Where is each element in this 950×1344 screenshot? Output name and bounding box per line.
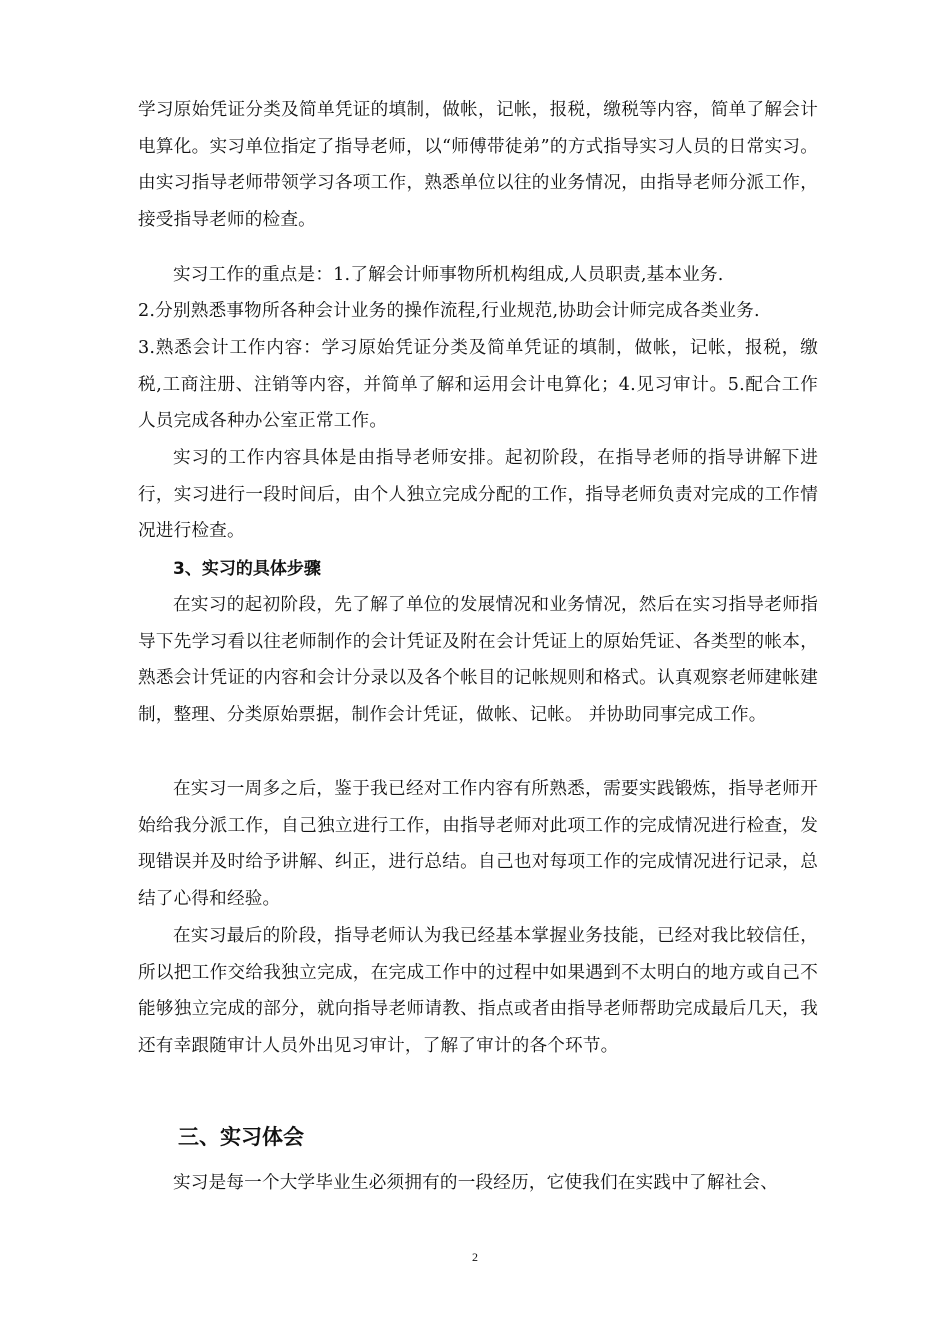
paragraph-focus-item-2: 2.分别熟悉事物所各种会计业务的操作流程,行业规范,协助会计师完成各类业务. [138, 301, 760, 321]
paragraph-middle-stage: 在实习一周多之后，鉴于我已经对工作内容有所熟悉，需要实践锻炼，指导老师开始给我分派工作，自己独立进行工作，由指导老师对此项工作的完成情况进行检查，发现错误并及时给予讲解、纠正，进行总结。自己也对每项工作的完成情况进行记录，总结了心得和经验。 [138, 779, 818, 909]
page-number: 2 [472, 1250, 478, 1264]
section-heading-experience: 三、实习体会 [178, 1124, 304, 1149]
subheading-specific-steps: 3、实习的具体步骤 [173, 559, 321, 579]
paragraph-experience-intro: 实习是每一个大学毕业生必须拥有的一段经历，它使我们在实践中了解社会、 [173, 1173, 778, 1193]
paragraph-practice-content: 学习原始凭证分类及简单凭证的填制，做帐，记帐，报税，缴税等内容，简单了解会计电算化。实习单位指定了指导老师，以“师傅带徒弟”的方式指导实习人员的日常实习。由实习指导老师带领学习各项工作，熟悉单位以往的业务情况，由指导老师分派工作，接受指导老师的检查。 [138, 100, 818, 230]
paragraph-initial-stage: 在实习的起初阶段，先了解了单位的发展情况和业务情况，然后在实习指导老师指导下先学习看以往老师制作的会计凭证及附在会计凭证上的原始凭证、各类型的帐本，熟悉会计凭证的内容和会计分录以及各个帐目的记帐规则和格式。认真观察老师建帐建制，整理、分类原始票据，制作会计凭证，做帐、记帐。 并协助同事完成工作。 [138, 595, 818, 725]
paragraph-work-arrangement: 实习的工作内容具体是由指导老师安排。起初阶段，在指导老师的指导讲解下进行，实习进行一段时间后，由个人独立完成分配的工作，指导老师负责对完成的工作情况进行检查。 [138, 448, 818, 541]
paragraph-focus-item-3: 3.熟悉会计工作内容：学习原始凭证分类及简单凭证的填制，做帐，记帐，报税，缴税,工商注册、注销等内容，并简单了解和运用会计电算化；4.见习审计。5.配合工作人员完成各种办公室正常工作。 [138, 338, 818, 431]
paragraph-work-focus: 实习工作的重点是：1.了解会计师事物所机构组成,人员职责,基本业务. [173, 265, 724, 285]
paragraph-final-stage: 在实习最后的阶段，指导老师认为我已经基本掌握业务技能，已经对我比较信任，所以把工作交给我独立完成，在完成工作中的过程中如果遇到不太明白的地方或自己不能够独立完成的部分，就向指导老师请教、指点或者由指导老师帮助完成最后几天，我还有幸跟随审计人员外出见习审计，了解了审计的各个环节。 [138, 926, 818, 1056]
